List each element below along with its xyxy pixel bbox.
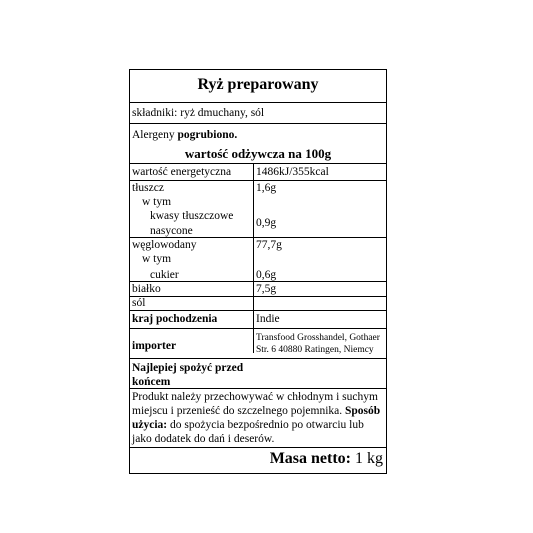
nutrition-row-sugar-label: cukier <box>150 269 179 281</box>
nutrition-row-saturated-label-2: nasycone <box>150 225 193 237</box>
divider <box>130 296 386 297</box>
divider <box>130 123 386 124</box>
product-label <box>129 69 387 474</box>
storage-text: Produkt należy przechowywać w chłodnym i suchym miejscu i przenieść do szczelnego pojemnika. <box>132 391 378 417</box>
divider <box>130 163 386 164</box>
best-before-line-1: Najlepiej spożyć przed <box>132 362 244 374</box>
nutrition-row-fat-value: 1,6g <box>256 182 277 194</box>
product-title: Ryż preparowany <box>197 76 319 93</box>
nutrition-row-saturated-value: 0,9g <box>256 217 277 229</box>
importer-label: importer <box>132 340 177 352</box>
nutrition-row-fat-label: tłuszcz <box>132 182 164 194</box>
usage-text: do spożycia bezpośrednio po otwarciu lub jako dodatek do dań i deserów. <box>132 419 364 445</box>
importer-line-2: Str. 6 40880 Ratingen, Niemcy <box>256 345 374 355</box>
net-weight-label: Masa netto: <box>269 450 351 467</box>
divider <box>130 388 386 389</box>
nutrition-row-saturated-label-1: kwasy tłuszczowe <box>150 210 234 222</box>
divider <box>130 281 386 282</box>
nutrition-row-of-which-label: w tym <box>142 196 172 208</box>
divider <box>130 447 386 448</box>
nutrition-row-sugar-value: 0,6g <box>256 269 277 281</box>
nutrition-row-carbs-value: 77,7g <box>256 239 282 251</box>
allergens-bold: pogrubiono. <box>177 129 238 141</box>
importer-line-1: Transfood Grosshandel, Gothaer <box>256 333 380 343</box>
divider <box>130 328 386 329</box>
nutrition-header: wartość odżywcza na 100g <box>184 146 332 161</box>
net-weight <box>270 450 383 468</box>
nutrition-row-energy-value: 1486kJ/355kcal <box>256 166 329 178</box>
nutrition-row-salt-label: sól <box>132 297 146 309</box>
divider <box>130 358 386 359</box>
divider <box>130 310 386 311</box>
net-weight-value: 1 kg <box>351 450 383 467</box>
divider <box>130 237 386 238</box>
nutrition-row-protein-label: białko <box>132 283 161 295</box>
ingredients-text: składniki: ryż dmuchany, sól <box>132 107 265 119</box>
nutrition-row-carbs-label: węglowodany <box>132 239 197 251</box>
origin-label: kraj pochodzenia <box>132 313 218 325</box>
allergens-prefix: Alergeny <box>132 129 178 141</box>
usage-label: Sposób użycia: <box>132 405 381 431</box>
storage-usage-text <box>132 390 384 446</box>
table-column-divider <box>253 163 254 353</box>
nutrition-row-of-which-label: w tym <box>142 253 172 265</box>
divider <box>130 180 386 181</box>
nutrition-row-energy-label: wartość energetyczna <box>132 166 232 178</box>
nutrition-row-protein-value: 7,5g <box>256 283 277 295</box>
allergens-note <box>132 129 237 142</box>
best-before-line-2: końcem <box>132 376 171 388</box>
origin-value: Indie <box>256 313 280 325</box>
divider <box>130 102 386 103</box>
